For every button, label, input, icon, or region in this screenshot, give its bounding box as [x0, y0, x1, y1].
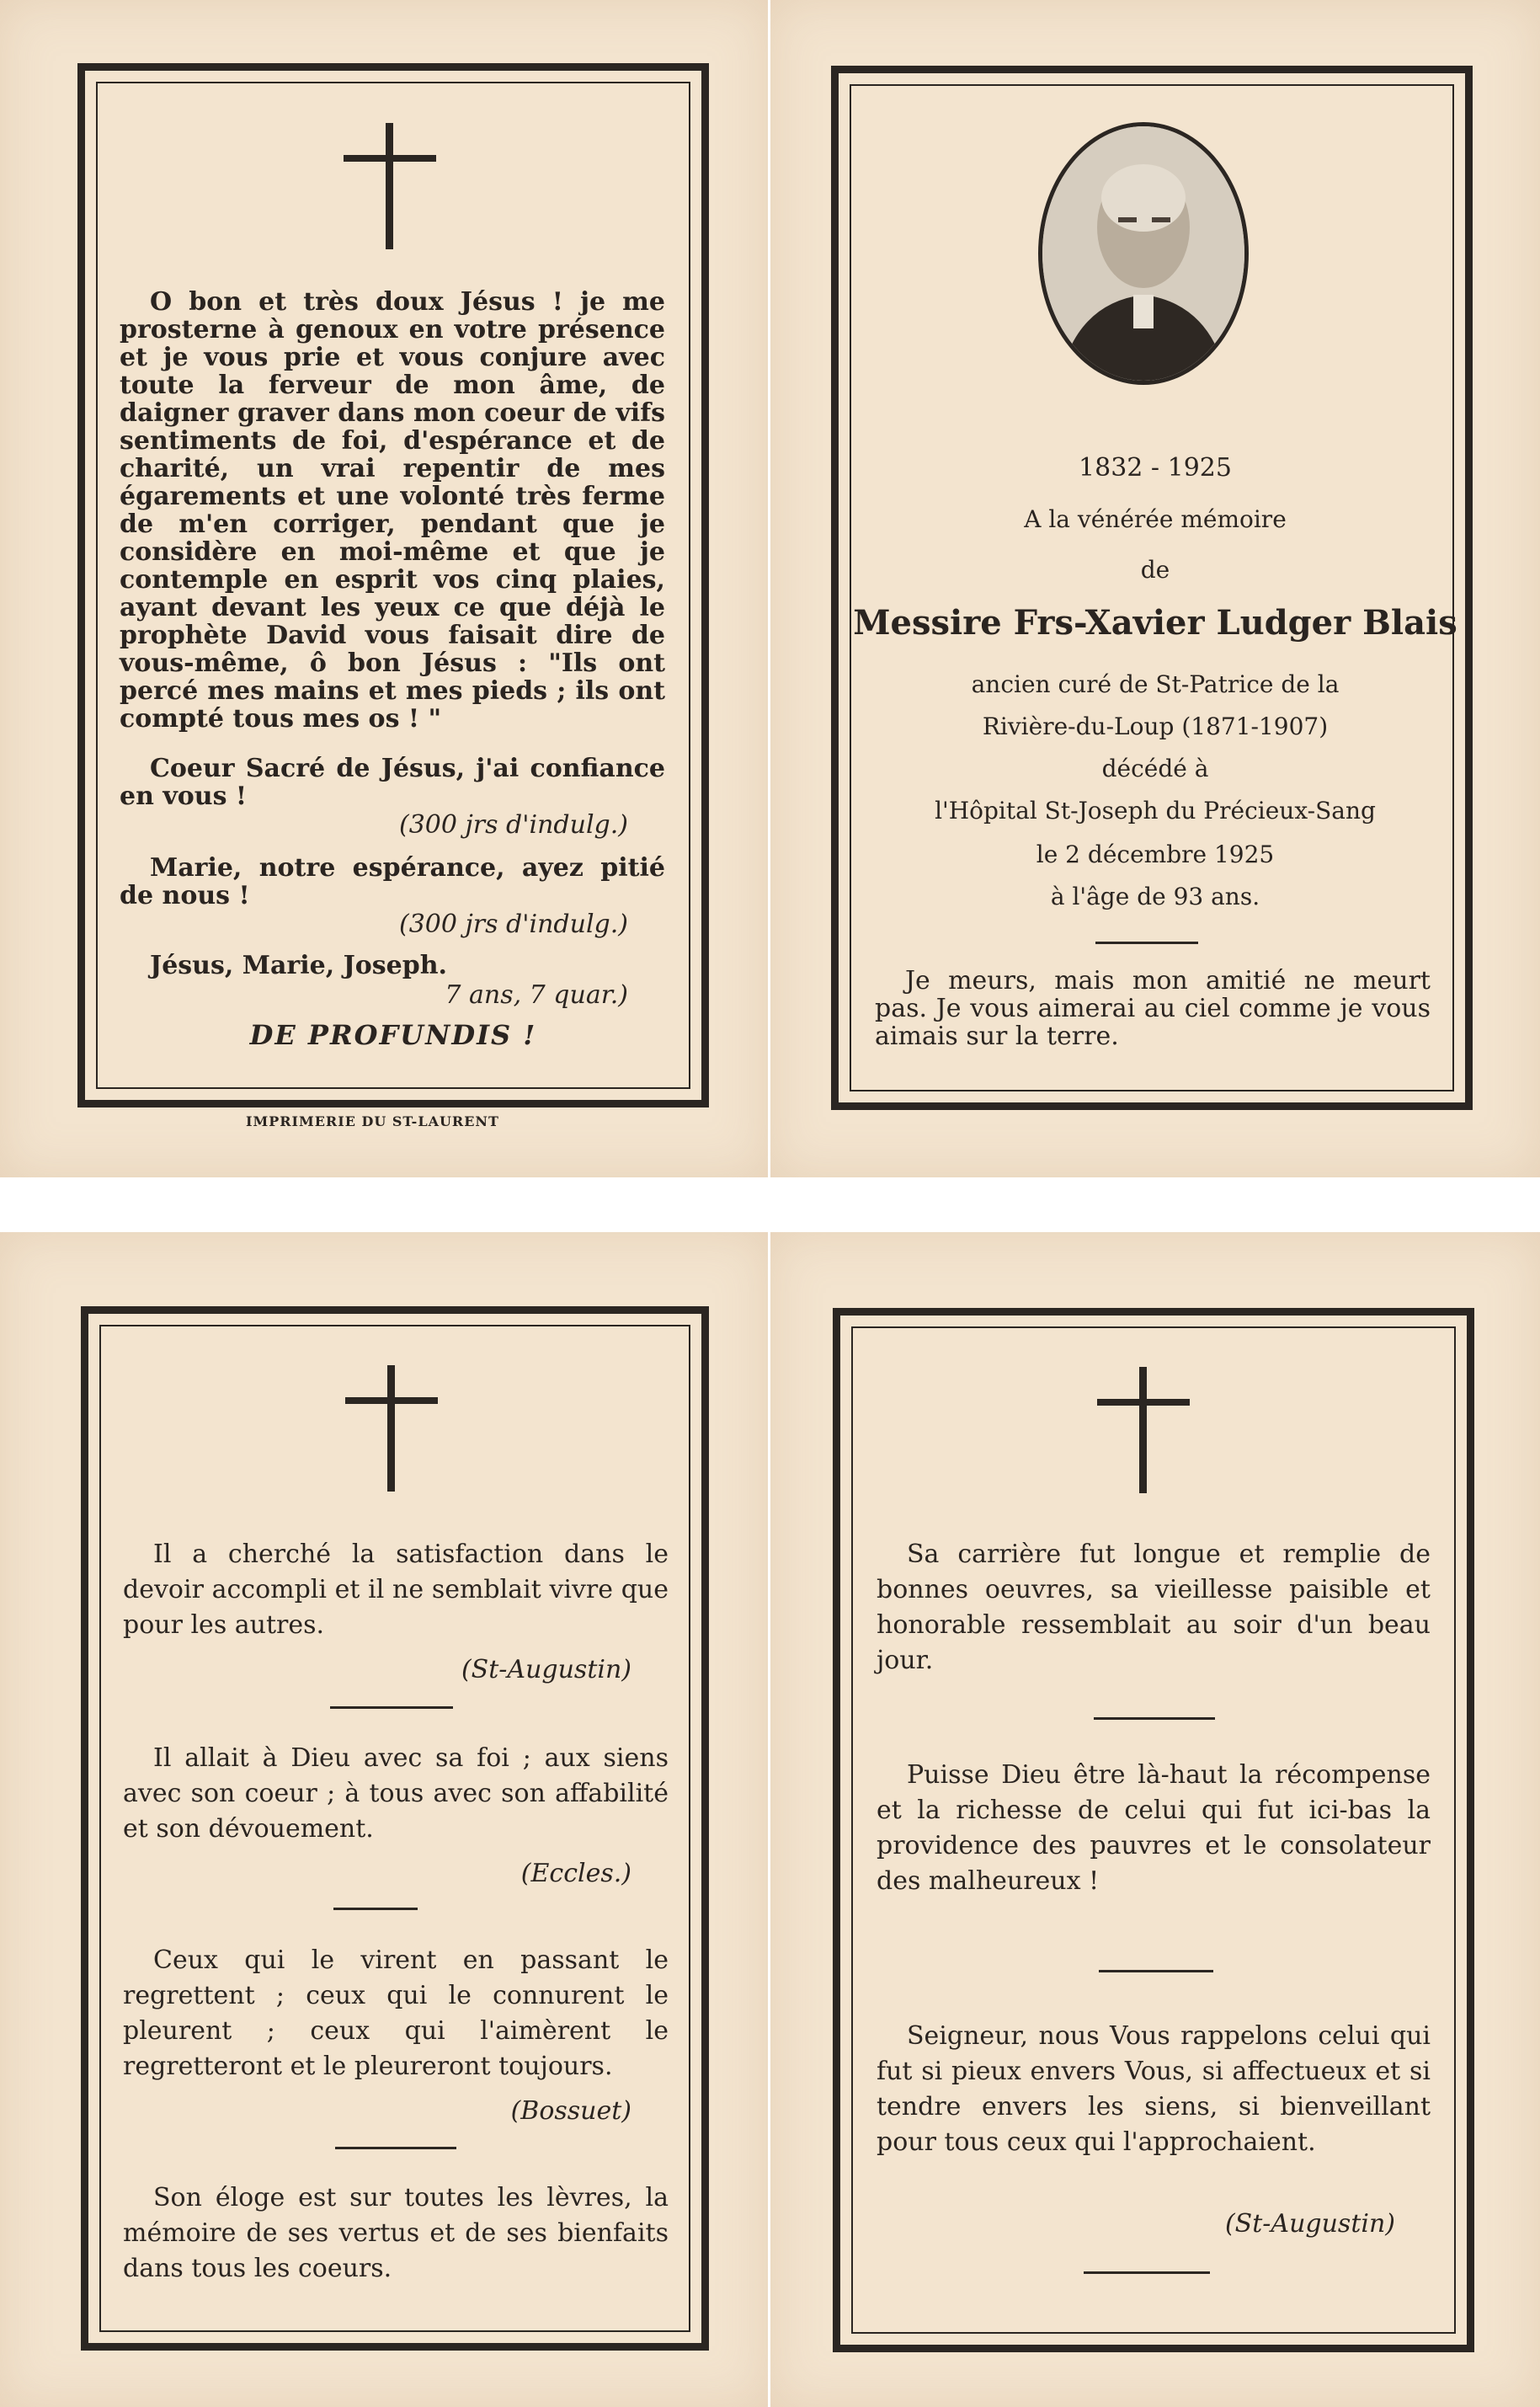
farewell-quote: Je meurs, mais mon amitié ne meurt pas. Je vous aimerai au ciel comme je vous aimais sur la terre. [875, 966, 1431, 1051]
divider [330, 1706, 453, 1709]
portrait-photo [1038, 122, 1249, 385]
prayer-text: O bon et très doux Jésus ! je me prosterne à genoux en votre présence et je vous prie et vous conjure avec toute la ferveur de mon âme, de daigner graver dans mon coeur de vifs sentiments de foi, d'espérance et de charité, un vrai repentir de mes égarements et une volonté très ferme de m'en corriger, pendant que je considère en moi-même et que je contemple en esprit vos cinq plaies, ayant devant les yeux ce que déjà le prophète David vous faisait dire de vous-même, ô bon Jésus : "Ils ont percé mes mains et mes pieds ; ils ont compté tous mes os ! " [120, 287, 665, 734]
tribute-5: Sa carrière fut longue et remplie de bonnes oeuvres, sa vieillesse paisible et honorable ressemblait au soir d'un beau jour. [877, 1540, 1431, 1675]
invocation-holy-family: Jésus, Marie, Joseph. [150, 951, 447, 980]
tribute-4: Son éloge est sur toutes les lèvres, la mémoire de ses vertus et de ses bienfaits dans tous les coeurs. [123, 2183, 669, 2283]
attribution-1: (St-Augustin) [461, 1655, 631, 1684]
divider [1094, 1717, 1215, 1720]
tribute-7: Seigneur, nous Vous rappelons celui qui fut si pieux envers Vous, si affectueux et si tendre envers les siens, si bienveillant pour tous ceux qui l'approchaient. [877, 2021, 1431, 2157]
deceased-name: Messire Frs-Xavier Ludger Blais [853, 603, 1457, 643]
de-profundis: DE PROFUNDIS ! [249, 1019, 537, 1051]
bio-line-4: l'Hôpital St-Joseph du Précieux-Sang [935, 797, 1376, 825]
divider [1084, 2271, 1210, 2274]
card-tributes-1 [0, 1232, 768, 2407]
indulgence-3: 7 ans, 7 quar.) [445, 980, 628, 1010]
divider [1095, 942, 1198, 944]
attribution-2: (Eccles.) [520, 1859, 631, 1888]
indulgence-1: (300 jrs d'indulg.) [398, 810, 628, 840]
bio-line-6: à l'âge de 93 ans. [1050, 883, 1260, 910]
divider [335, 2147, 456, 2149]
card-memorial [770, 0, 1540, 1177]
cross-icon [344, 123, 436, 249]
bio-line-5: le 2 décembre 1925 [1036, 841, 1275, 868]
indulgence-2: (300 jrs d'indulg.) [398, 910, 628, 939]
bio-line-3: décédé à [1101, 755, 1209, 782]
cross-icon [1097, 1367, 1190, 1493]
invocation-mary: Marie, notre espérance, ayez pitié de nous ! [120, 853, 665, 910]
invocation-sacred-heart: Coeur Sacré de Jésus, j'ai confiance en vous ! [120, 754, 665, 811]
cross-icon [345, 1365, 438, 1492]
divider [1099, 1970, 1213, 1972]
tribute-6: Puisse Dieu être là-haut la récompense et la richesse de celui qui fut ici-bas la providence des pauvres et le consolateur des malheureux ! [877, 1760, 1431, 1896]
attribution-4: (St-Augustin) [1224, 2209, 1395, 2239]
card-prayer [0, 0, 768, 1177]
card-tributes-2 [770, 1232, 1540, 2407]
memoire-line: A la vénérée mémoire [1024, 505, 1287, 533]
divider [333, 1908, 418, 1910]
tribute-1: Il a cherché la satisfaction dans le devoir accompli et il ne semblait vivre que pour les autres. [123, 1540, 669, 1640]
bio-line-2: Rivière-du-Loup (1871-1907) [982, 712, 1329, 740]
bio-line-1: ancien curé de St-Patrice de la [971, 670, 1340, 698]
tribute-3: Ceux qui le virent en passant le regrettent ; ceux qui le connurent le pleurent ; ceux qui l'aimèrent le regretteront et le pleureront toujours. [123, 1945, 669, 2081]
de-line: de [1140, 556, 1170, 584]
tribute-2: Il allait à Dieu avec sa foi ; aux siens avec son coeur ; à tous avec son affabilité et son dévouement. [123, 1743, 669, 1844]
attribution-3: (Bossuet) [510, 2096, 631, 2126]
printer-credit: IMPRIMERIE DU ST-LAURENT [246, 1113, 499, 1129]
life-dates: 1832 - 1925 [1079, 453, 1232, 483]
